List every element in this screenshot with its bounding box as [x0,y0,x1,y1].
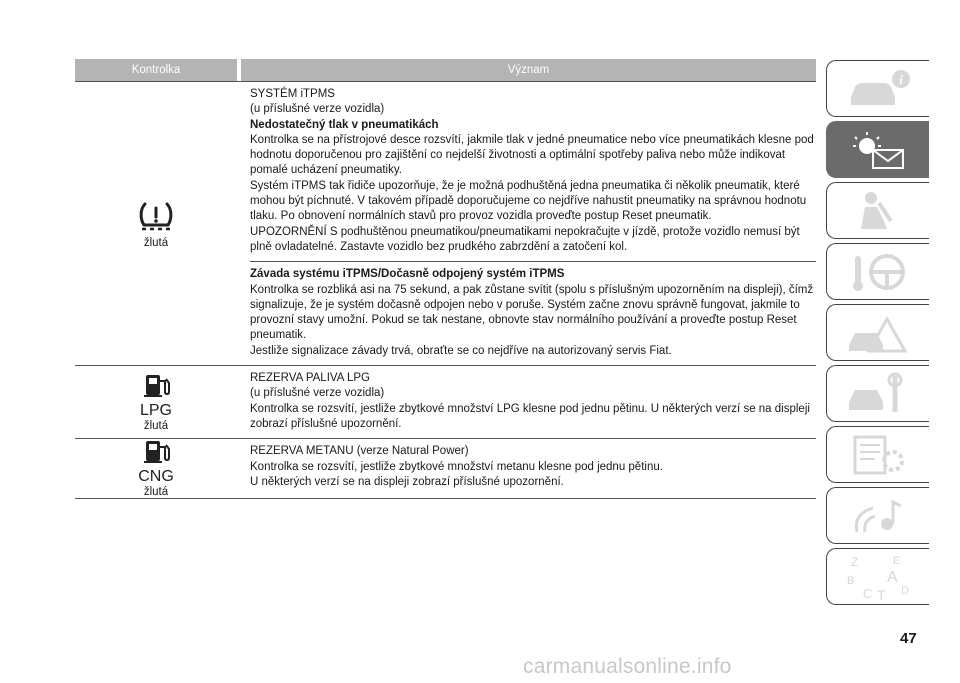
svg-text:Z: Z [851,554,859,569]
cng-fuel-icon [134,439,178,485]
svg-text:B: B [847,574,855,587]
svg-text:A: A [887,568,898,586]
section-title: REZERVA PALIVA LPG [250,372,370,385]
svg-text:D: D [901,584,909,597]
color-label: žlutá [143,486,169,499]
header-vyznam: Význam [507,64,550,76]
car-info-icon [843,67,913,111]
technical-data-icon [843,433,913,477]
section-title: REZERVA METANU (verze Natural Power) [250,445,469,458]
warning-lights-icon [843,128,913,172]
multimedia-icon [843,494,913,538]
tab-emergency[interactable] [826,304,929,361]
table-header [75,59,816,81]
page-number: 47 [900,630,917,647]
section-subtitle: (u příslušné verze vozidla) [250,387,385,400]
tab-index[interactable] [826,548,929,605]
section-subtitle: (u příslušné verze vozidla) [250,103,385,116]
paragraph: Kontrolka se rozbliká asi na 75 sekund, a pak zůstane svítit (spolu s příslušným upozorněním na displeji), čímž signalizuje, že je systém dočasně odpojen nebo v poruše. Systém začne znovu správně fungovat, jakmile to provozní stavy umožní. Pokud se tak nestane, obnovte stav normálního používání a proveďte postup Reset pneumatik. [250,283,814,342]
section-tpms-pressure [250,82,816,261]
table-row [75,81,816,366]
watermark: carmanualsonline.info [523,655,732,678]
table-row [75,366,816,439]
icon-cell [75,82,237,365]
section-heading: Závada systému iTPMS/Dočasně odpojený systém iTPMS [250,268,565,281]
paragraph: U některých verzí se na displeji zobrazí příslušné upozornění. [250,475,564,488]
tab-technical-data[interactable] [826,426,929,483]
paragraph: Kontrolka se rozsvítí, jestliže zbytkové množství LPG klesne pod jednu pětinu. U některých verzí se na displeji zobrazí příslušné upozornění. [250,402,810,430]
lpg-fuel-icon [134,373,178,419]
section-cng-reserve [250,439,816,496]
icon-cell [75,366,237,438]
description-cell [237,366,816,438]
tab-maintenance[interactable] [826,365,929,422]
header-kontrolka: Kontrolka [131,64,181,76]
tab-warning-lights[interactable] [826,121,929,178]
color-label: žlutá [143,419,169,432]
tab-steering[interactable] [826,243,929,300]
maintenance-icon [843,372,913,416]
svg-text:i: i [899,71,903,87]
steering-wheel-icon [843,250,913,294]
emergency-icon [843,311,913,355]
section-title: SYSTÉM iTPMS [250,88,335,100]
tab-safety[interactable] [826,182,929,239]
section-tpms-failure [250,261,816,365]
paragraph: UPOZORNĚNÍ S podhuštěnou pneumatikou/pneumatikami nepokračujte v jízdě, protože vozidlo nemusí být plně ovladatelné. Zastavte vozidlo bez prudkého zabrzdění a zatočení kol. [250,225,800,253]
tab-car-info[interactable] [826,60,929,117]
section-lpg-reserve [250,366,816,438]
paragraph: Kontrolka se na přístrojové desce rozsvítí, jakmile tlak v jedné pneumatice nebo více pneumatikách klesne pod hodnotu doporučenou pro zajištění co nejdelší životnosti a optimální spotřeby paliva nebo může indikovat pomalé ucházení pneumatiky. [250,133,814,177]
svg-text:LPG: LPG [139,401,173,419]
tpms-icon [136,198,176,236]
paragraph: Kontrolka se rozsvítí, jestliže zbytkové množství metanu klesne pod jednu pětinu. [250,460,663,473]
warning-lights-table [75,59,816,499]
index-icon [843,552,913,602]
description-cell [237,82,816,365]
svg-text:CNG: CNG [138,468,174,486]
icon-cell [75,439,237,498]
safety-airbag-icon [843,189,913,233]
svg-text:T: T [877,586,886,602]
paragraph: Jestliže signalizace závady trvá, obraťte se co nejdříve na autorizovaný servis Fiat. [250,344,672,357]
chapter-tabs [826,60,929,609]
svg-text:C: C [863,585,873,601]
color-label: žlutá [143,237,169,250]
table-row [75,439,816,499]
tab-multimedia[interactable] [826,487,929,544]
description-cell [237,439,816,498]
paragraph: Systém iTPMS tak řidiče upozorňuje, že je možná podhuštěná jedna pneumatika či několik pneumatik, které mohou být píchnuté. V takovém případě doporučujeme co nejdříve nahustit pneumatiky na správnou hodnotu tlaku. Po obnovení normálních stavů pro provoz vozidla proveďte postup Reset pneumatik. [250,179,807,223]
section-heading: Nedostatečný tlak v pneumatikách [250,118,439,131]
svg-text:E: E [893,554,901,567]
